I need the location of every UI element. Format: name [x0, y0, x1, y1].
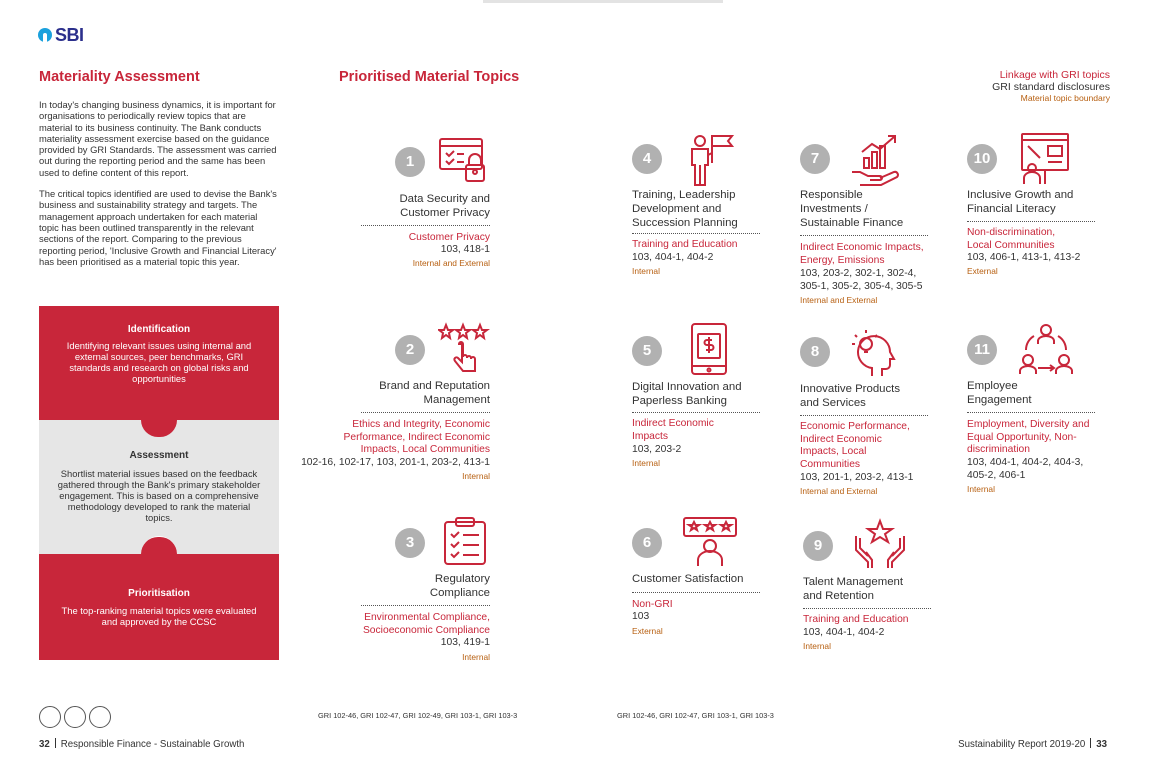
legend-gri-topics: Linkage with GRI topics — [999, 69, 1110, 81]
gri-disclosures — [967, 457, 1127, 482]
sbi-logo — [38, 24, 84, 46]
topic-title-line: Talent Management — [803, 576, 904, 588]
topic-title-line: Customer Privacy — [400, 207, 490, 219]
gri-topic-line: Ethics and Integrity, Economic — [352, 419, 490, 430]
intro-paragraph-2: The critical topics identified are used to devise the Bank's business and sustainability strategy and targets. The management approach undertaken for each material topic has been outlined transparently in the relevant sections of the report. Comparing to the previous reporting period, 'Inclusive Growth and Financial Literacy' has been prioritised as a material topic this year. — [39, 188, 277, 267]
gri-disclosures — [800, 268, 960, 293]
topic-boundary: Internal — [632, 266, 660, 276]
gri-disclosures: 103, 201-1, 203-2, 413-1 — [800, 472, 914, 483]
footer-money-icon — [89, 706, 111, 728]
gri-topics — [632, 599, 792, 612]
topic-number: 11 — [967, 335, 997, 365]
topic-boundary: Internal — [462, 471, 490, 481]
identification-panel — [39, 306, 279, 420]
innovation-head-bulb-icon — [850, 326, 904, 378]
topic-title-line: Management — [423, 394, 490, 406]
gri-topic-line: Socioeconomic Compliance — [362, 624, 490, 636]
footer-left — [39, 738, 244, 750]
prioritised-heading: Prioritised Material Topics — [339, 69, 520, 85]
topic-title — [632, 188, 792, 230]
topic-number: 5 — [632, 336, 662, 366]
gri-topic-line: discrimination — [967, 444, 1030, 456]
topic-title-line: Training, Leadership — [632, 189, 736, 201]
topic-title-line: and Retention — [803, 590, 874, 602]
topic-title — [967, 379, 1127, 407]
footer-separator — [55, 738, 56, 748]
topic-title-line: Digital Innovation and — [632, 381, 742, 393]
leader-flag-icon — [682, 133, 738, 187]
topic-title-line: and Services — [800, 397, 866, 409]
step-text: The top-ranking material topics were evaluated and approved by the CCSC — [61, 605, 257, 627]
gri-disclosures: 103, 419-1 — [440, 637, 490, 648]
gri-topics — [800, 421, 960, 472]
gri-disclosures: 103, 404-1, 404-2 — [632, 252, 714, 263]
employee-engagement-icon — [1018, 322, 1074, 378]
gri-disclosure-line: 103, 203-2, 302-1, 302-4, — [800, 268, 917, 279]
topic-title — [340, 379, 490, 407]
topic-title-line: Regulatory — [434, 573, 490, 585]
gri-topics — [632, 418, 792, 443]
logo-text: SBI — [55, 24, 84, 45]
topic-title-line: Investments / — [800, 203, 868, 215]
gri-footnote-left: GRI 102-46, GRI 102-47, GRI 102-49, GRI 103-1, GRI 103-3 — [318, 711, 518, 720]
gri-topic-line: Impacts, Local — [800, 446, 867, 458]
topic-title-line: Financial Literacy — [967, 203, 1056, 215]
dotted-divider — [632, 592, 760, 593]
gri-topics — [632, 239, 792, 252]
gri-topic-line: Indirect Economic Impacts, — [800, 242, 924, 253]
topic-number: 6 — [632, 528, 662, 558]
digital-banking-phone-icon — [688, 322, 730, 376]
footer-separator — [1090, 738, 1091, 748]
gri-disclosure-line: 305-1, 305-2, 305-4, 305-5 — [800, 280, 923, 292]
step-text: Identifying relevant issues using internal and external sources, peer benchmarks, GRI standards and research on global risks and opportunities — [66, 340, 252, 384]
topic-boundary: Internal — [462, 652, 490, 662]
gri-topics — [967, 227, 1127, 252]
prioritisation-panel — [39, 554, 279, 660]
sbi-logo-icon — [38, 28, 52, 42]
data-security-icon — [438, 137, 488, 187]
topic-title-line: Responsible — [800, 189, 863, 201]
gri-topic-line: Training and Education — [632, 239, 738, 250]
dotted-divider — [632, 412, 760, 413]
dotted-divider — [361, 225, 490, 226]
gri-disclosure-line: 405-2, 406-1 — [967, 469, 1026, 481]
gri-disclosures: 103 — [632, 611, 650, 622]
footer-hands-icon — [64, 706, 86, 728]
gri-topic-line: Environmental Compliance, — [364, 612, 490, 623]
dotted-divider — [632, 233, 760, 234]
gri-topic-line: Indirect Economic — [632, 418, 714, 429]
topic-title — [967, 188, 1127, 216]
gri-topics — [967, 419, 1127, 457]
page-number-left: 32 — [39, 739, 50, 750]
dotted-divider — [967, 412, 1095, 413]
clipboard-checklist-icon — [442, 516, 488, 566]
customer-feedback-icon — [682, 516, 738, 568]
gri-topic-line: Performance, Indirect Economic — [343, 431, 490, 443]
topic-title-line: Data Security and — [399, 193, 490, 205]
topic-number: 8 — [800, 337, 830, 367]
gri-topics — [300, 612, 490, 637]
footer-right — [958, 738, 1107, 750]
footer-tree-icon — [39, 706, 61, 728]
financial-literacy-board-icon — [1018, 132, 1072, 186]
gri-disclosures: 103, 406-1, 413-1, 413-2 — [967, 252, 1081, 263]
gri-topic-line: Employment, Diversity and — [967, 419, 1090, 430]
talent-hands-star-icon — [852, 518, 908, 570]
gri-disclosures: 103, 418-1 — [440, 244, 490, 255]
step-title: Prioritisation — [128, 588, 190, 599]
topic-title — [800, 188, 960, 230]
step-text: Shortlist material issues based on the feedback gathered through the Bank's primary stakeholder engagement. This is based on a comprehensive methodology developed to rank the material topics. — [57, 468, 261, 523]
topic-title-line: Innovative Products — [800, 383, 901, 395]
topic-title — [340, 572, 490, 600]
topic-boundary: Internal and External — [412, 258, 490, 268]
topic-boundary: Internal — [632, 458, 660, 468]
gri-topic-line: Indirect Economic — [800, 433, 882, 445]
intro-paragraph-1: In today's changing business dynamics, it is important for organisations to periodically review topics that are material to its business continuity. The Bank conducts materiality assessment exercise based on the guidance provided by GRI Standards. The assessment was carried out during the reporting period and the same has been used to define content of this report. — [39, 99, 277, 178]
topic-title-line: Paperless Banking — [632, 395, 727, 407]
gri-topic-line: Communities — [800, 459, 861, 471]
gri-topic-line: Equal Opportunity, Non- — [967, 431, 1077, 443]
topic-number: 1 — [395, 147, 425, 177]
topic-title — [800, 382, 960, 410]
gri-topic-line: Local Communities — [967, 239, 1055, 251]
topic-title-line: Development and — [632, 203, 722, 215]
topic-boundary: External — [967, 266, 998, 276]
gri-footnote-right: GRI 102-46, GRI 102-47, GRI 103-1, GRI 103-3 — [617, 711, 774, 720]
topic-boundary: Internal and External — [800, 486, 878, 496]
legend — [992, 69, 1110, 103]
dotted-divider — [967, 221, 1095, 222]
topic-boundary: Internal — [967, 484, 995, 494]
topic-title-line: Inclusive Growth and — [967, 189, 1074, 201]
intro-text — [39, 99, 277, 277]
gri-topic-line: Energy, Emissions — [800, 254, 885, 266]
materiality-heading: Materiality Assessment — [39, 69, 200, 85]
legend-boundary: Material topic boundary — [1020, 93, 1110, 103]
topic-title-line: Engagement — [967, 394, 1032, 406]
topic-boundary: Internal and External — [800, 295, 878, 305]
dotted-divider — [803, 608, 931, 609]
gri-disclosures: 102-16, 102-17, 103, 201-1, 203-2, 413-1 — [301, 457, 490, 468]
topic-number: 10 — [967, 144, 997, 174]
gri-topics — [300, 232, 490, 245]
dotted-divider — [800, 235, 928, 236]
gri-topic-line: Non-GRI — [632, 599, 673, 610]
gri-topics — [800, 242, 960, 267]
top-divider — [483, 0, 723, 3]
gri-disclosures: 103, 404-1, 404-2 — [803, 627, 885, 638]
gri-topic-line: Non-discrimination, — [967, 227, 1056, 238]
topic-title-line: Employee — [967, 380, 1018, 392]
topic-number: 2 — [395, 335, 425, 365]
gri-topics — [803, 614, 963, 627]
topic-title — [632, 572, 792, 586]
gri-disclosures: 103, 203-2 — [632, 444, 682, 455]
topic-title-line: Customer Satisfaction — [632, 573, 744, 585]
legend-gri-disclosures: GRI standard disclosures — [992, 81, 1110, 93]
gri-topic-line: Training and Education — [803, 614, 909, 625]
topic-title — [632, 380, 792, 408]
topic-title — [340, 192, 490, 220]
assessment-panel — [39, 420, 279, 554]
dotted-divider — [361, 412, 490, 413]
topic-title-line: Brand and Reputation — [379, 380, 490, 392]
topic-title-line: Succession Planning — [632, 217, 738, 229]
gri-topic-line: Economic Performance, — [800, 421, 910, 432]
topic-number: 9 — [803, 531, 833, 561]
topic-title — [803, 575, 963, 603]
page-number-right: 33 — [1096, 739, 1107, 750]
topic-number: 7 — [800, 144, 830, 174]
rating-stars-hand-icon — [438, 322, 490, 376]
investment-growth-hand-icon — [850, 132, 906, 186]
topic-boundary: Internal — [803, 641, 831, 651]
topic-title-line: Sustainable Finance — [800, 217, 904, 229]
step-title: Identification — [127, 324, 191, 335]
step-title: Assessment — [129, 450, 189, 461]
footer-title-left: Responsible Finance - Sustainable Growth — [60, 739, 245, 750]
gri-disclosure-line: 103, 404-1, 404-2, 404-3, — [967, 457, 1084, 468]
topic-boundary: External — [632, 626, 663, 636]
gri-topic-line: Customer Privacy — [408, 232, 490, 243]
gri-topic-line: Impacts — [632, 430, 669, 442]
gri-topic-line: Impacts, Local Communities — [360, 444, 490, 456]
topic-number: 4 — [632, 144, 662, 174]
footer-title-right: Sustainability Report 2019-20 — [958, 739, 1086, 750]
topic-number: 3 — [395, 528, 425, 558]
gri-topics — [290, 419, 490, 457]
dotted-divider — [361, 605, 490, 606]
dotted-divider — [800, 415, 928, 416]
topic-title-line: Compliance — [429, 587, 490, 599]
